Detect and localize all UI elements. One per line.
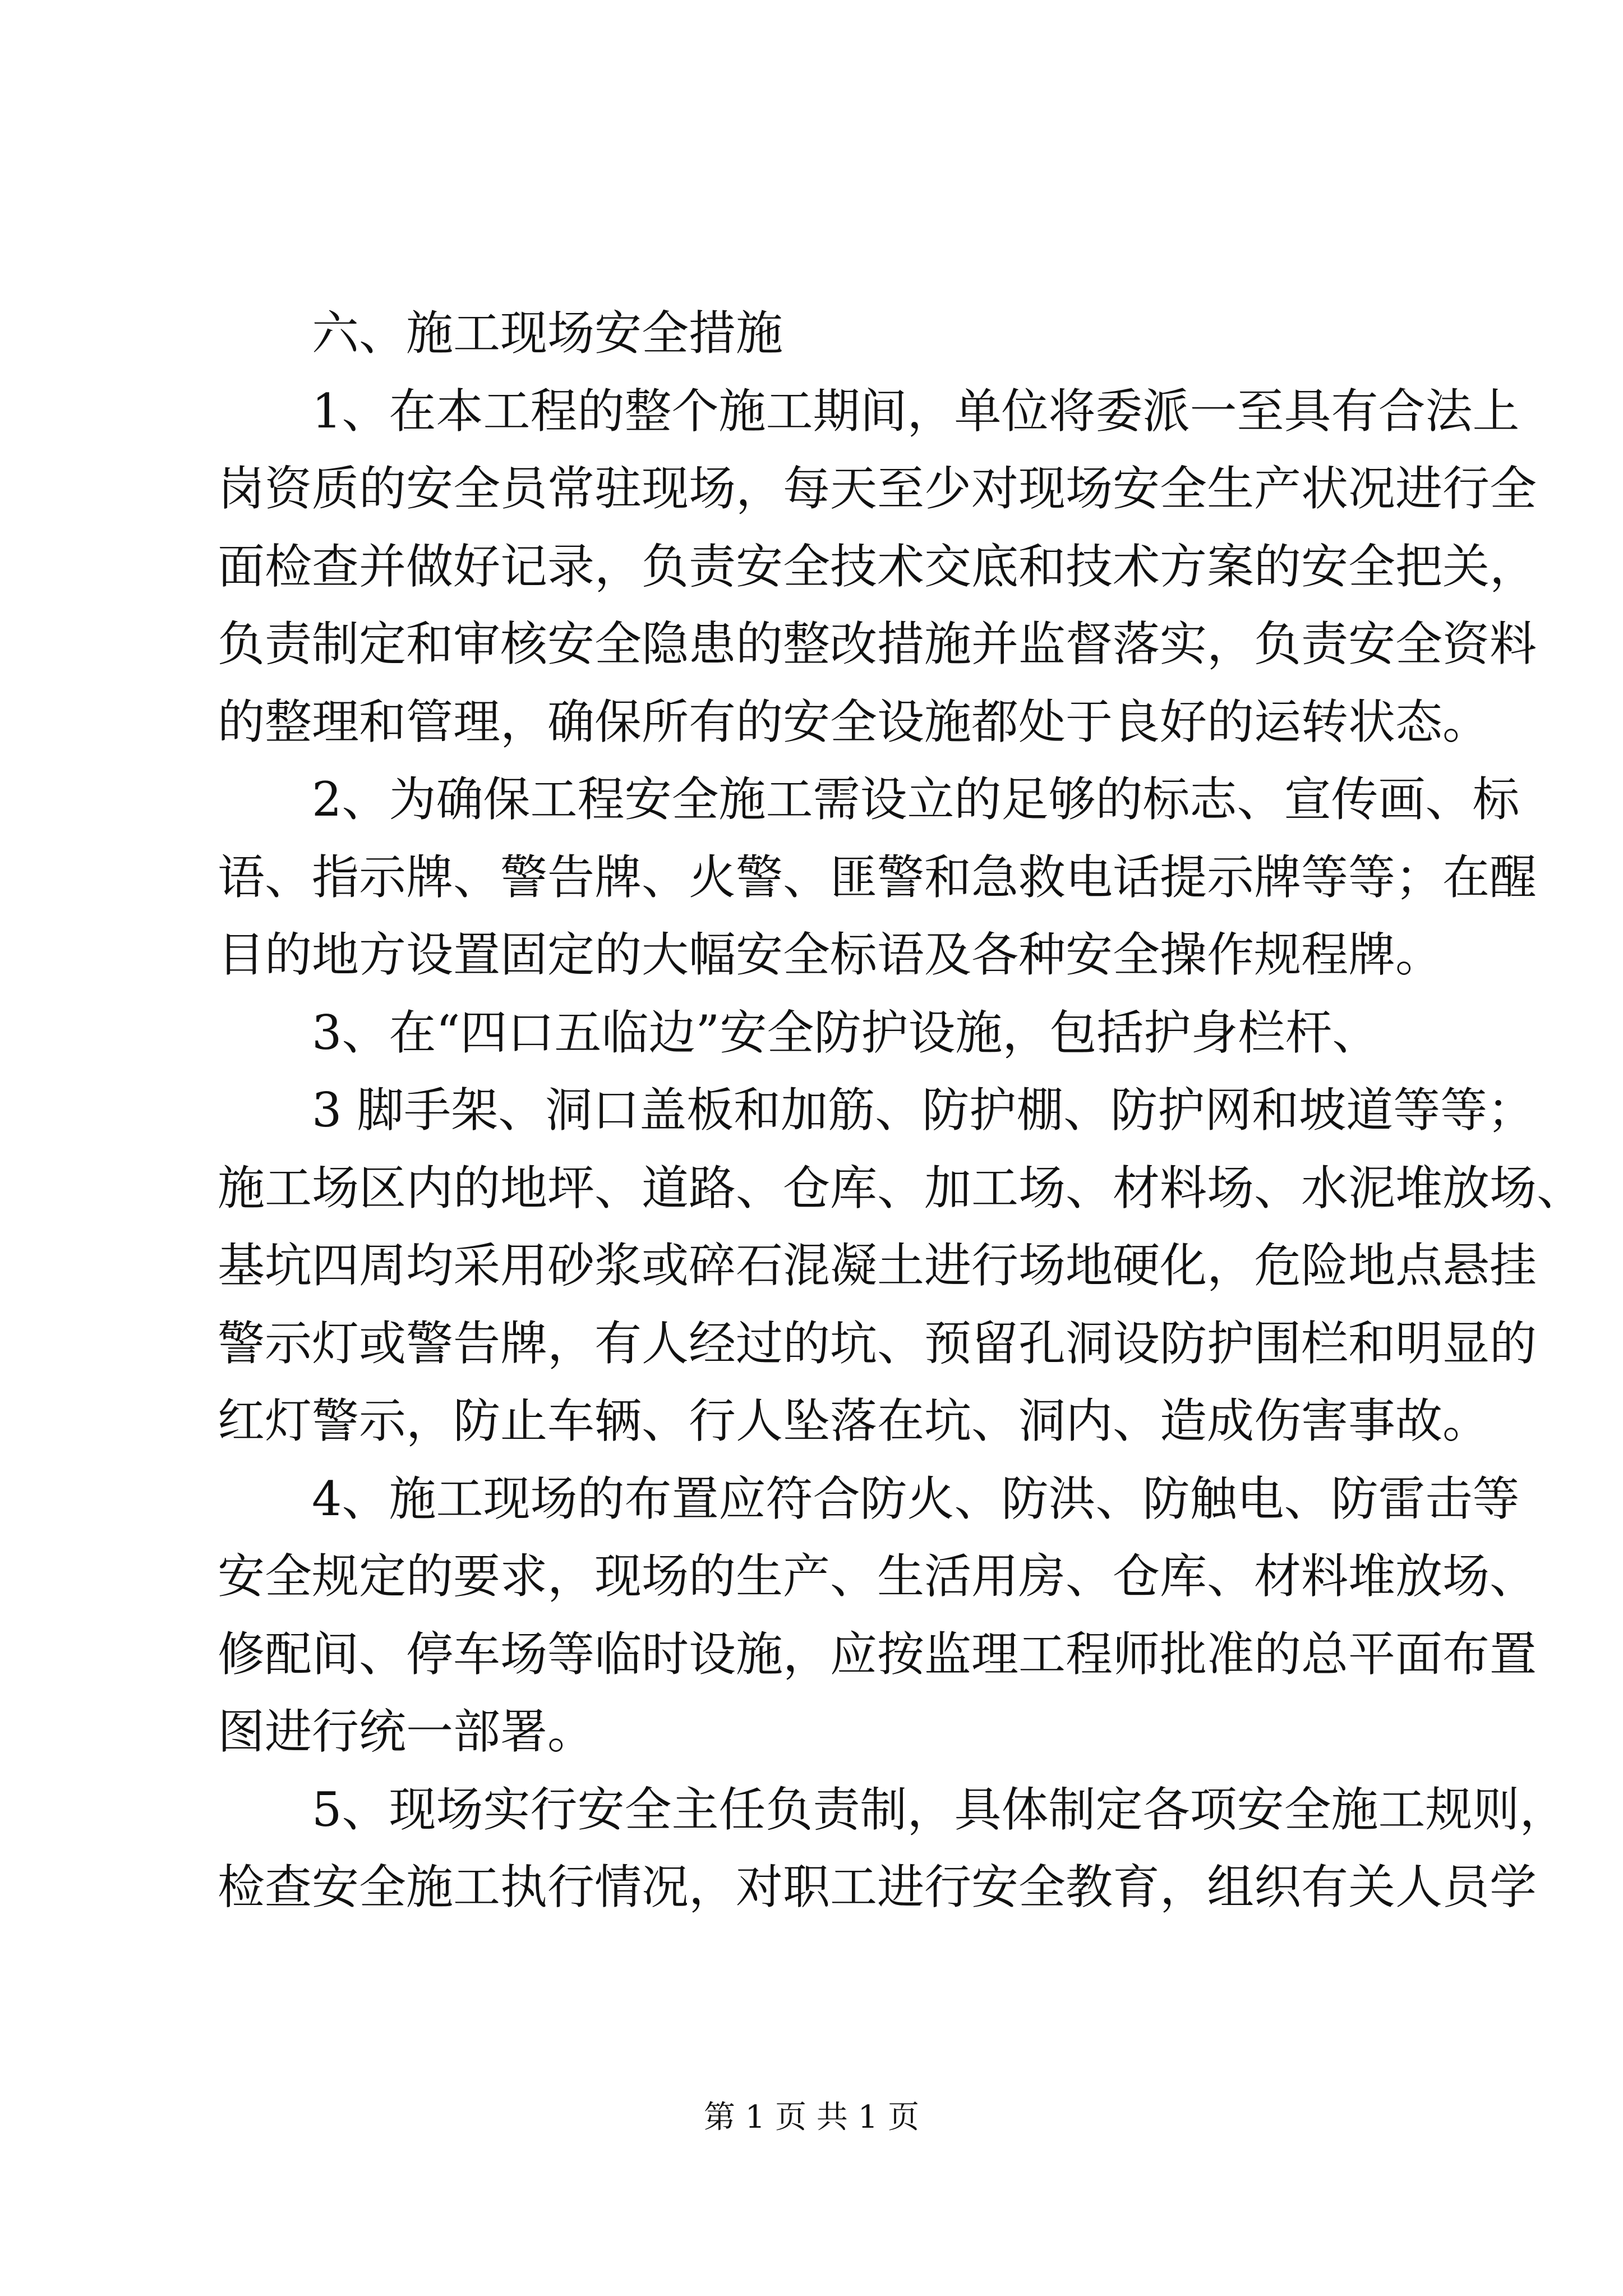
text-line: 六、施工现场安全措施 <box>312 306 783 361</box>
text-line: 施工场区内的地坪、道路、仓库、加工场、材料场、水泥堆放场、 <box>218 1160 1584 1216</box>
text-line: 岗资质的安全员常驻现场，每天至少对现场安全生产状况进行全 <box>218 461 1537 516</box>
text-line: 图进行统一部署。 <box>218 1704 595 1759</box>
text-line: 1、在本工程的整个施工期间，单位将委派一至具有合法上 <box>312 383 1520 439</box>
text-line: 3、在“四口五临边”安全防护设施，包括护身栏杆、 <box>312 1005 1380 1060</box>
document-body <box>218 295 1584 1926</box>
text-line: 负责制定和审核安全隐患的整改措施并监督落实，负责安全资料 <box>218 616 1537 671</box>
text-line: 4、施工现场的布置应符合防火、防洪、防触电、防雷击等 <box>312 1471 1520 1526</box>
text-line: 5、现场实行安全主任负责制，具体制定各项安全施工规则， <box>312 1782 1567 1837</box>
text-line: 3 脚手架、洞口盖板和加筋、防护棚、防护网和坡道等等； <box>312 1083 1535 1138</box>
text-line: 检查安全施工执行情况，对职工进行安全教育，组织有关人员学 <box>218 1860 1537 1915</box>
page-footer: 第 1 页 共 1 页 <box>703 2099 920 2136</box>
text-line: 目的地方设置固定的大幅安全标语及各种安全操作规程牌。 <box>218 927 1443 982</box>
text-line: 语、指示牌、警告牌、火警、匪警和急救电话提示牌等等；在醒 <box>218 849 1537 905</box>
text-line: 警示灯或警告牌，有人经过的坑、预留孔洞设防护围栏和明显的 <box>218 1315 1537 1371</box>
text-line: 面检查并做好记录，负责安全技术交底和技术方案的安全把关， <box>218 539 1537 594</box>
text-line: 2、为确保工程安全施工需设立的足够的标志、宣传画、标 <box>312 772 1520 827</box>
text-line: 的整理和管理，确保所有的安全设施都处于良好的运转状态。 <box>218 694 1490 749</box>
text-line: 红灯警示，防止车辆、行人坠落在坑、洞内、造成伤害事故。 <box>218 1393 1490 1448</box>
text-line: 安全规定的要求，现场的生产、生活用房、仓库、材料堆放场、 <box>218 1549 1537 1604</box>
text-line: 基坑四周均采用砂浆或碎石混凝土进行场地硬化，危险地点悬挂 <box>218 1238 1537 1293</box>
text-line: 修配间、停车场等临时设施，应按监理工程师批准的总平面布置 <box>218 1626 1537 1682</box>
